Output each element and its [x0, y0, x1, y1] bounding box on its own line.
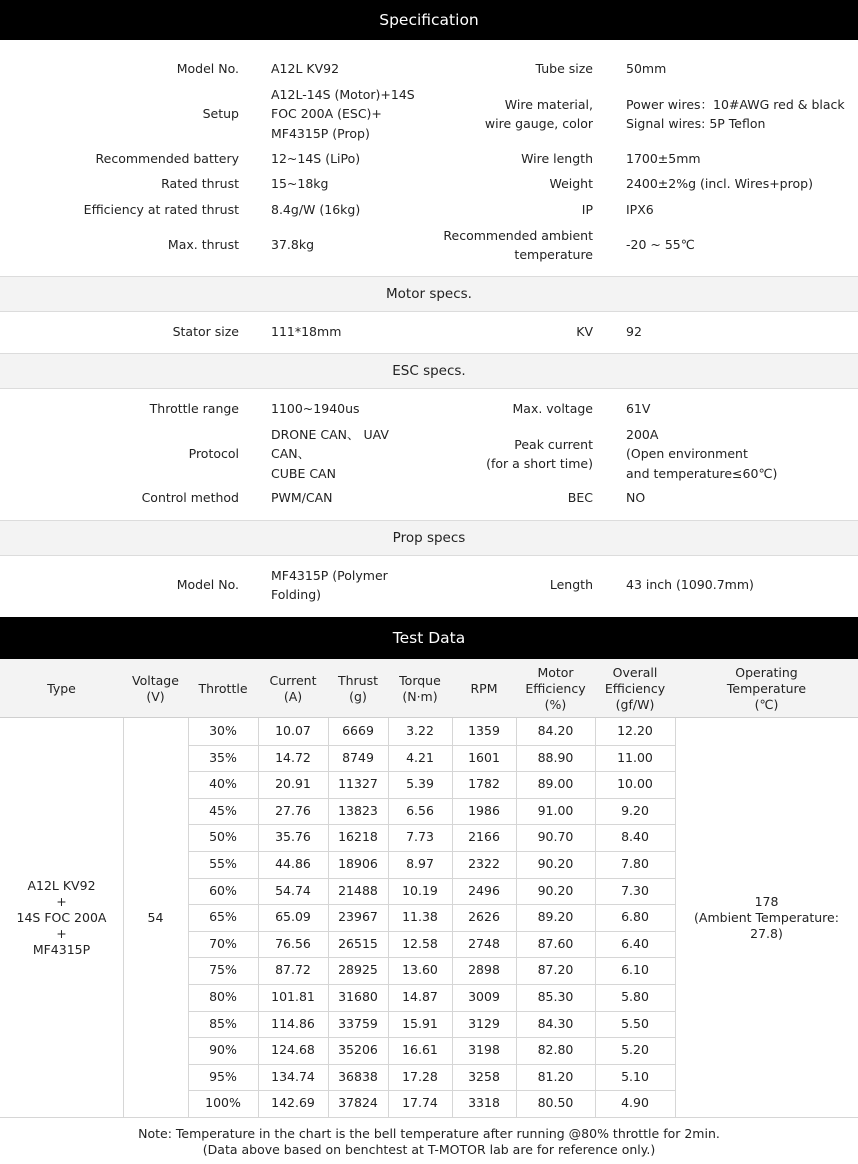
table-cell: 76.56 [275, 935, 311, 951]
table-cell: 65.09 [275, 909, 311, 925]
column-header [516, 659, 595, 718]
value-line: 15~18kg [271, 176, 329, 192]
spec-value [626, 149, 856, 169]
prop-value [626, 575, 856, 595]
table-cell: 3258 [468, 1068, 500, 1084]
esc-value [271, 425, 471, 484]
table-cell: 80.50 [537, 1095, 574, 1111]
type-cell-line: A12L KV92 [27, 877, 96, 893]
value-line: 50mm [626, 61, 667, 77]
motor-label [576, 322, 593, 342]
value-line: Wire length [521, 151, 593, 167]
table-cell: 28925 [338, 962, 378, 978]
value-line: Model No. [176, 61, 239, 77]
table-cell: 35% [209, 749, 237, 765]
table-cell: 15.91 [402, 1015, 438, 1031]
esc-label [568, 488, 593, 508]
table-cell: 6669 [342, 723, 374, 738]
table-cell: 2166 [468, 829, 500, 845]
temperature-cell-line: 27.8) [750, 925, 783, 941]
table-cell: 7.73 [406, 829, 434, 845]
column-header-line: Overall [612, 664, 658, 680]
value-line: Peak current [514, 436, 593, 452]
specification-header [0, 0, 858, 40]
value-line: 1700±5mm [626, 151, 701, 167]
table-cell: 7.80 [621, 856, 649, 871]
table-cell: 134.74 [271, 1068, 315, 1084]
voltage-cell-text [148, 910, 164, 926]
value-line: IP [581, 202, 593, 218]
column-divider [675, 718, 676, 1117]
note-line: (Data above based on benchtest at T-MOTOR lab are for reference only.) [202, 1142, 656, 1157]
value-line: (for a short time) [486, 456, 593, 471]
prop-value [271, 566, 471, 605]
table-cell: 1782 [468, 776, 500, 792]
voltage-cell-line: 54 [147, 909, 164, 925]
table-cell: 8.40 [621, 829, 649, 845]
table-cell: 27.76 [275, 802, 311, 818]
column-header [388, 659, 452, 718]
table-cell: 11.00 [617, 749, 653, 765]
column-header [123, 659, 188, 718]
table-cell: 90.20 [537, 856, 574, 871]
table-cell: 16.61 [402, 1042, 438, 1058]
table-cell: 90% [209, 1042, 237, 1058]
table-cell: 11327 [338, 776, 378, 792]
table-cell: 5.20 [621, 1042, 649, 1058]
value-line: Recommended ambient [443, 227, 593, 243]
table-cell: 10.19 [402, 882, 438, 898]
table-cell: 90.70 [537, 829, 574, 845]
column-header-text [727, 665, 806, 713]
table-cell: 3129 [468, 1015, 500, 1031]
table-cell: 65% [209, 909, 237, 925]
type-cell-line: MF4315P [32, 941, 91, 957]
spec-value [626, 95, 856, 134]
column-header-line: Motor [537, 664, 574, 680]
motor-specs-title: Motor specs. [386, 286, 472, 302]
table-cell: 44.86 [275, 856, 311, 871]
column-header-line: Type [47, 680, 76, 696]
prop-specs-title: Prop specs [392, 530, 466, 546]
column-header-line: Efficiency [525, 680, 586, 696]
table-cell: 8.97 [406, 856, 434, 871]
esc-label [142, 488, 239, 508]
table-cell: 1359 [468, 723, 500, 738]
value-line: Stator size [172, 324, 239, 340]
table-cell: 13.60 [402, 962, 438, 978]
table-cell: 100% [205, 1095, 241, 1111]
value-line: Recommended battery [95, 151, 239, 167]
test-data-header [0, 617, 858, 659]
spec-label [177, 59, 239, 79]
table-cell: 4.21 [406, 749, 434, 765]
table-cell: 14.87 [402, 989, 438, 1004]
esc-specs-header [0, 353, 858, 389]
table-cell: 70% [209, 935, 237, 951]
esc-label [486, 435, 593, 474]
table-cell: 40% [209, 776, 237, 792]
column-header-text [270, 673, 317, 705]
table-cell: 16218 [338, 829, 378, 845]
table-cell: 142.69 [271, 1095, 315, 1111]
value-line: IPX6 [626, 202, 654, 218]
spec-value [626, 200, 856, 220]
esc-value [626, 399, 856, 419]
table-cell: 81.20 [537, 1068, 574, 1084]
value-line: 200A [626, 426, 659, 442]
column-header [258, 659, 328, 718]
table-cell: 17.28 [402, 1068, 438, 1084]
table-cell: 85% [209, 1015, 237, 1031]
value-line: Efficiency at rated thrust [83, 202, 239, 218]
value-line: -20 ~ 55℃ [626, 237, 695, 253]
table-cell: 20.91 [275, 776, 311, 792]
spec-value [271, 59, 471, 79]
spec-value [271, 235, 471, 255]
table-cell: 55% [209, 856, 237, 871]
value-line: MF4315P (Prop) [271, 125, 370, 141]
value-line: A12L KV92 [271, 61, 340, 77]
esc-value [626, 488, 856, 508]
table-cell: 5.50 [621, 1015, 649, 1031]
table-cell: 33759 [338, 1015, 378, 1031]
column-header-text [605, 665, 665, 713]
table-cell: 6.80 [621, 909, 649, 925]
value-line: Model No. [176, 577, 239, 593]
table-cell: 5.39 [406, 776, 434, 792]
value-line: wire gauge, color [484, 116, 593, 131]
value-line: Max. thrust [167, 237, 239, 253]
value-line: Protocol [188, 446, 239, 462]
table-cell: 6.56 [406, 802, 434, 818]
table-cell: 18906 [338, 856, 378, 871]
type-cell-line: 14S FOC 200A [16, 909, 107, 925]
column-header-line: Thrust [337, 672, 379, 688]
value-line: (Open environment [626, 446, 748, 462]
value-line: Setup [202, 106, 239, 122]
spec-label [582, 200, 593, 220]
column-header-line: (%) [544, 696, 567, 712]
column-header-line: Efficiency [604, 680, 666, 696]
esc-value [626, 425, 856, 484]
value-line: Length [549, 577, 593, 593]
table-cell: 5.80 [621, 989, 649, 1004]
table-cell: 12.58 [402, 935, 438, 951]
table-cell: 7.30 [621, 882, 649, 898]
table-cell: 23967 [338, 909, 378, 925]
value-line: 43 inch (1090.7mm) [626, 577, 754, 593]
column-header-text [47, 681, 76, 697]
value-line: KV [576, 324, 593, 340]
table-cell: 35206 [338, 1042, 378, 1058]
column-header-text [338, 673, 378, 705]
esc-value [271, 399, 471, 419]
esc-label [150, 399, 239, 419]
value-line: 8.4g/W (16kg) [271, 202, 361, 218]
specification-title: Specification [379, 11, 479, 29]
esc-specs-title: ESC specs. [392, 363, 466, 379]
temperature-cell [675, 718, 858, 1117]
column-header-text [399, 673, 441, 705]
motor-value [626, 322, 856, 342]
table-cell: 101.81 [271, 989, 315, 1004]
motor-value [271, 322, 471, 342]
table-cell: 3198 [468, 1042, 500, 1058]
table-cell: 87.60 [537, 935, 574, 951]
value-line: Throttle range [149, 401, 239, 417]
column-header-text [470, 681, 497, 697]
column-header-line: Current [269, 672, 317, 688]
spec-label [549, 174, 593, 194]
table-cell: 31680 [338, 989, 378, 1004]
table-cell: 5.10 [621, 1068, 649, 1084]
column-header-line: Throttle [198, 680, 248, 696]
table-cell: 3.22 [406, 723, 434, 738]
table-cell: 4.90 [621, 1095, 649, 1111]
table-cell: 14.72 [275, 749, 311, 765]
table-cell: 85.30 [537, 989, 574, 1004]
value-line: and temperature≤60℃) [626, 465, 778, 481]
value-line: MF4315P (Polymer [271, 567, 388, 583]
value-line: 92 [626, 324, 642, 340]
spec-label [521, 149, 593, 169]
prop-label [550, 575, 593, 595]
voltage-cell [123, 718, 188, 1117]
esc-value [271, 488, 471, 508]
spec-value [271, 174, 471, 194]
table-cell: 2496 [468, 882, 500, 898]
column-header-line: (A) [283, 688, 303, 704]
spec-value [626, 59, 856, 79]
table-cell: 37824 [338, 1095, 378, 1111]
spec-label [536, 59, 594, 79]
value-line: Power wires：10#AWG red & black [626, 96, 845, 112]
table-cell: 1601 [468, 749, 500, 765]
table-cell: 11.38 [402, 909, 438, 925]
column-header-line: RPM [470, 680, 498, 696]
table-cell: 87.20 [537, 962, 574, 978]
table-cell: 82.80 [537, 1042, 574, 1058]
type-cell-text [17, 878, 107, 958]
type-cell-line: + [56, 893, 67, 909]
spec-value [626, 174, 856, 194]
value-line: Max. voltage [512, 401, 593, 417]
type-cell [0, 718, 123, 1117]
table-cell: 91.00 [537, 802, 574, 818]
type-cell-line: + [56, 925, 67, 941]
column-header-line: Operating [735, 664, 798, 680]
spec-label [203, 104, 239, 124]
table-cell: 50% [209, 829, 237, 845]
spec-label [84, 200, 239, 220]
column-divider [123, 718, 124, 1117]
value-line: DRONE CAN、 UAV [271, 426, 389, 442]
table-cell: 3009 [468, 989, 500, 1004]
value-line: NO [626, 490, 646, 506]
value-line: 2400±2%g (incl. Wires+prop) [626, 176, 813, 192]
table-cell: 84.30 [537, 1015, 574, 1031]
column-header [675, 659, 858, 718]
column-header-line: (V) [146, 688, 165, 704]
value-line: Wire material, [504, 96, 593, 112]
test-table-header [0, 659, 858, 718]
column-header-text [132, 673, 179, 705]
table-cell: 21488 [338, 882, 378, 898]
table-cell: 3318 [468, 1095, 500, 1111]
table-cell: 6.10 [621, 962, 649, 978]
motor-specs-header [0, 276, 858, 312]
table-cell: 90.20 [537, 882, 574, 898]
esc-label [189, 444, 239, 464]
column-header [0, 659, 123, 718]
table-cell: 6.40 [621, 935, 649, 951]
table-cell: 10.00 [617, 776, 653, 792]
value-line: temperature [514, 247, 593, 262]
table-cell: 95% [209, 1068, 237, 1084]
spec-label [443, 226, 593, 265]
table-cell: 2626 [468, 909, 500, 925]
test-data-title: Test Data [392, 629, 466, 647]
value-line: 1100~1940us [271, 401, 360, 417]
table-cell: 114.86 [271, 1015, 315, 1031]
spec-value [626, 235, 856, 255]
table-cell: 54.74 [275, 882, 311, 898]
value-line: Weight [549, 176, 593, 192]
value-line: 12~14S (LiPo) [271, 151, 361, 167]
prop-label [177, 575, 239, 595]
value-line: CUBE CAN [271, 465, 336, 481]
column-header [595, 659, 675, 718]
table-cell: 124.68 [271, 1042, 315, 1058]
motor-label [173, 322, 239, 342]
table-cell: 60% [209, 882, 237, 898]
table-cell: 17.74 [402, 1095, 438, 1111]
temperature-cell-line: (Ambient Temperature: [694, 909, 839, 925]
column-header-line: Voltage [132, 672, 179, 688]
table-cell: 10.07 [275, 723, 311, 738]
value-line: Rated thrust [161, 176, 239, 192]
column-header-line: (g) [349, 688, 367, 704]
value-line: Signal wires: 5P Teflon [626, 116, 766, 131]
table-cell: 8749 [342, 749, 374, 765]
spec-value [271, 200, 471, 220]
value-line: Control method [141, 490, 239, 506]
table-cell: 1986 [468, 802, 500, 818]
temperature-cell-line: 178 [754, 893, 779, 909]
prop-specs-header [0, 520, 858, 556]
column-header-line: (gf/W) [615, 696, 655, 712]
table-cell: 84.20 [537, 723, 574, 738]
table-cell: 12.20 [617, 723, 653, 738]
value-line: BEC [567, 490, 593, 506]
table-cell: 89.20 [537, 909, 574, 925]
table-cell: 35.76 [275, 829, 311, 845]
spec-label [485, 95, 593, 134]
column-header-text [198, 681, 247, 697]
value-line: 37.8kg [271, 237, 315, 253]
value-line: A12L-14S (Motor)+14S [271, 86, 415, 102]
column-header [188, 659, 258, 718]
value-line: CAN、 [271, 446, 311, 462]
value-line: PWM/CAN [271, 490, 333, 506]
table-cell: 80% [209, 989, 237, 1004]
value-line: 111*18mm [271, 324, 342, 340]
note-line: Note: Temperature in the chart is the bell temperature after running @80% throttle for 2min. [138, 1126, 720, 1141]
table-cell: 36838 [338, 1068, 378, 1084]
table-bottom-line [0, 1117, 858, 1118]
table-cell: 2748 [468, 935, 500, 951]
table-cell: 87.72 [275, 962, 311, 978]
value-line: Tube size [535, 61, 593, 77]
column-header-line: (N·m) [402, 688, 438, 704]
column-header-text [525, 665, 585, 713]
value-line: Folding) [271, 587, 322, 602]
table-cell: 89.00 [537, 776, 574, 792]
table-cell: 75% [209, 962, 237, 978]
column-header-line: Torque [399, 672, 441, 688]
esc-label [513, 399, 594, 419]
test-note [0, 1126, 858, 1158]
spec-label [96, 149, 239, 169]
table-cell: 2322 [468, 856, 500, 871]
value-line: FOC 200A (ESC)+ [271, 106, 382, 122]
column-header [328, 659, 388, 718]
spec-label [168, 235, 239, 255]
spec-value [271, 149, 471, 169]
table-cell: 13823 [338, 802, 378, 818]
spec-value [271, 85, 471, 144]
table-cell: 30% [209, 723, 237, 738]
temperature-cell-text [694, 894, 839, 942]
table-cell: 45% [209, 802, 237, 818]
table-cell: 2898 [468, 962, 500, 978]
column-header-line: Temperature [726, 680, 807, 696]
column-header [452, 659, 516, 718]
spec-label [161, 174, 239, 194]
value-line: 61V [626, 401, 651, 417]
column-header-line: (℃) [754, 696, 779, 712]
table-cell: 88.90 [537, 749, 574, 765]
table-cell: 26515 [338, 935, 378, 951]
table-cell: 9.20 [621, 802, 649, 818]
